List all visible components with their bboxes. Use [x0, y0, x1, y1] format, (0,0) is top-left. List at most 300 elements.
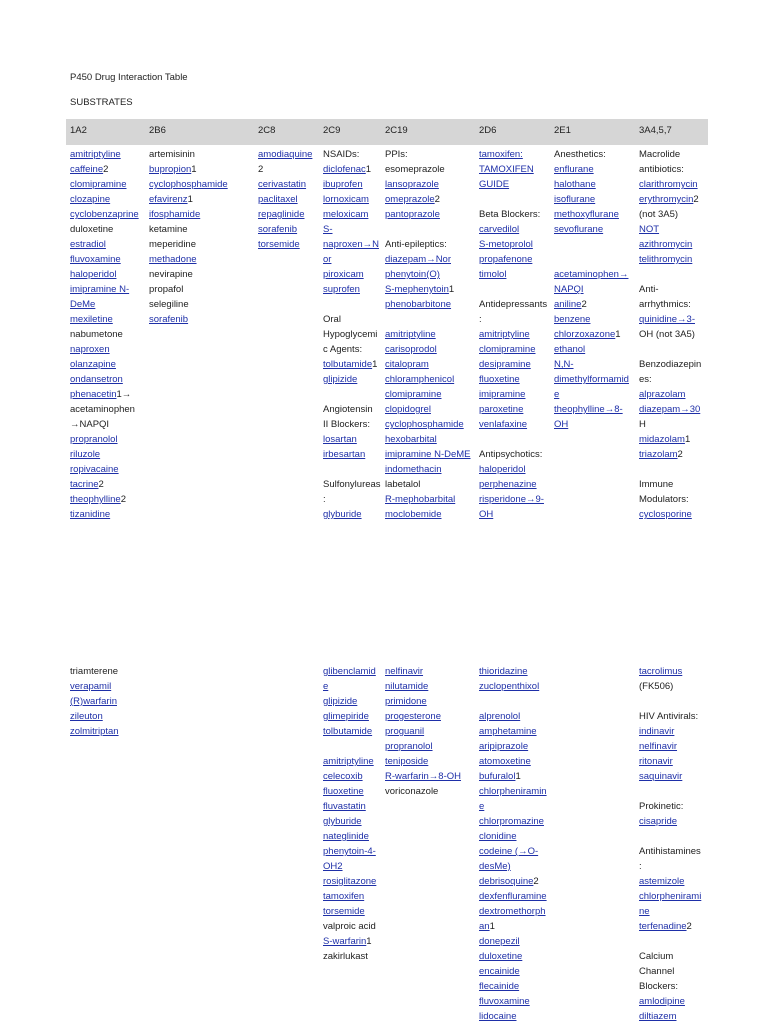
drug-entry — [70, 492, 139, 507]
drug-text: Anti-epileptics: — [385, 239, 447, 250]
drug-link[interactable]: dimethylformamid — [554, 374, 629, 385]
drug-link[interactable]: thioridazine — [479, 666, 528, 677]
drug-link[interactable]: mexiletine — [70, 314, 113, 325]
drug-entry — [70, 679, 119, 694]
drug-link[interactable]: e — [323, 681, 329, 692]
drug-entry — [323, 492, 381, 507]
drug-link[interactable]: caffeine — [70, 164, 104, 175]
drug-link[interactable]: carvedilol — [479, 224, 520, 235]
drug-link[interactable]: paclitaxel — [258, 194, 298, 205]
spacer — [639, 829, 701, 844]
drug-link[interactable]: theophylline→8- — [554, 404, 623, 415]
drug-link[interactable]: S-mephenytoin — [385, 284, 449, 295]
drug-link[interactable]: clopidogrel — [385, 404, 431, 415]
drug-entry — [479, 934, 547, 949]
drug-link[interactable]: astemizole — [639, 876, 685, 887]
drug-entry — [479, 252, 547, 267]
drug-link[interactable]: NAPQI — [554, 284, 584, 295]
drug-entry — [479, 462, 547, 477]
drug-entry — [385, 462, 471, 477]
drug-link[interactable]: ropivacaine — [70, 464, 119, 475]
drug-link[interactable]: carisoprodol — [385, 344, 437, 355]
drug-text: Channel — [639, 966, 675, 977]
drug-entry — [479, 784, 547, 799]
drug-link[interactable]: celecoxib — [323, 771, 363, 782]
drug-link[interactable]: aripiprazole — [479, 741, 529, 752]
drug-link[interactable]: citalopram — [385, 359, 429, 370]
drug-link[interactable]: clarithromycin — [639, 179, 698, 190]
drug-link[interactable]: haloperidol — [479, 464, 526, 475]
footnote-marker: 1 — [191, 164, 197, 175]
drug-link[interactable]: bupropion — [149, 164, 192, 175]
drug-entry — [323, 874, 376, 889]
drug-link[interactable]: fluvastatin — [323, 801, 366, 812]
drug-link[interactable]: diazepam→30 — [639, 404, 701, 415]
drug-link[interactable]: erythromycin — [639, 194, 694, 205]
drug-link[interactable]: irbesartan — [323, 449, 366, 460]
drug-entry — [258, 207, 312, 222]
drug-link[interactable]: ne — [639, 906, 650, 917]
drug-link[interactable]: zuclopenthixol — [479, 681, 540, 692]
drug-link[interactable]: DeMe — [70, 299, 96, 310]
drug-entry — [258, 192, 312, 207]
drug-link[interactable]: glibenclamid — [323, 666, 376, 677]
drug-link[interactable]: omeprazole — [385, 194, 435, 205]
drug-link[interactable]: midazolam — [639, 434, 685, 445]
drug-link[interactable]: bufuralol — [479, 771, 516, 782]
drug-entry — [70, 709, 119, 724]
drug-text: labetalol — [385, 479, 421, 490]
drug-entry — [323, 889, 376, 904]
drug-link[interactable]: torsemide — [258, 239, 300, 250]
drug-link[interactable]: amitriptyline — [323, 756, 374, 767]
drug-entry — [70, 694, 119, 709]
drug-link[interactable]: torsemide — [323, 906, 365, 917]
drug-entry — [385, 357, 471, 372]
drug-link[interactable]: glyburide — [323, 816, 362, 827]
drug-link[interactable]: fluoxetine — [479, 374, 520, 385]
drug-entry — [323, 402, 381, 417]
drug-link[interactable]: perphenazine — [479, 479, 537, 490]
drug-link[interactable]: duloxetine — [479, 951, 523, 962]
drug-entry — [323, 192, 381, 207]
drug-link[interactable]: NOT — [639, 224, 660, 235]
drug-link[interactable]: naproxen→N — [323, 239, 379, 250]
drug-link[interactable]: proguanil — [385, 726, 425, 737]
drug-text: II Blockers: — [323, 419, 370, 430]
drug-entry — [639, 814, 701, 829]
drug-entry — [323, 799, 376, 814]
drug-link[interactable]: alprazolam — [639, 389, 686, 400]
drug-entry — [554, 387, 629, 402]
drug-link[interactable]: risperidone→9- — [479, 494, 544, 505]
drug-link[interactable]: enflurane — [554, 164, 594, 175]
drug-entry — [639, 297, 701, 312]
drug-entry — [323, 222, 381, 237]
drug-link[interactable]: glipizide — [323, 374, 358, 385]
drug-link[interactable]: naproxen — [70, 344, 110, 355]
drug-link[interactable]: ritonavir — [639, 756, 673, 767]
drug-entry — [479, 477, 547, 492]
drug-entry — [479, 342, 547, 357]
drug-entry — [323, 904, 376, 919]
drug-link[interactable]: indinavir — [639, 726, 675, 737]
drug-link[interactable]: alprenolol — [479, 711, 521, 722]
drug-link[interactable]: diclofenac — [323, 164, 366, 175]
drug-entry — [70, 402, 139, 417]
drug-link[interactable]: hexobarbital — [385, 434, 437, 445]
drug-link[interactable]: fluoxetine — [323, 786, 364, 797]
drug-link[interactable]: phenytoin(O) — [385, 269, 440, 280]
drug-text: Immune — [639, 479, 674, 490]
drug-entry — [70, 342, 139, 357]
drug-link[interactable]: nelfinavir — [639, 741, 678, 752]
drug-entry — [385, 162, 471, 177]
drug-entry — [149, 267, 228, 282]
drug-text: →NAPQI — [70, 419, 110, 430]
drug-text: arrhythmics: — [639, 299, 691, 310]
drug-entry — [385, 769, 461, 784]
drug-link[interactable]: e — [554, 389, 560, 400]
drug-link[interactable]: flecainide — [479, 981, 520, 992]
drug-link[interactable]: (R)warfarin — [70, 696, 117, 707]
drug-entry — [323, 447, 381, 462]
drug-link[interactable]: paroxetine — [479, 404, 524, 415]
drug-entry — [323, 769, 376, 784]
drug-link[interactable]: clozapine — [70, 194, 111, 205]
drug-link[interactable]: verapamil — [70, 681, 112, 692]
drug-entry — [639, 402, 701, 417]
drug-link[interactable]: imipramine N-DeME — [385, 449, 471, 460]
drug-link[interactable]: GUIDE — [479, 179, 510, 190]
drug-link[interactable]: R-mephobarbital — [385, 494, 456, 505]
drug-link[interactable]: amitriptyline — [385, 329, 436, 340]
drug-link[interactable]: zileuton — [70, 711, 103, 722]
drug-entry — [385, 679, 461, 694]
drug-link[interactable]: desMe) — [479, 861, 511, 872]
drug-link[interactable]: debrisoquine — [479, 876, 534, 887]
drug-link[interactable]: chloramphenicol — [385, 374, 455, 385]
drug-entry — [639, 507, 701, 522]
drug-text: nevirapine — [149, 269, 193, 280]
drug-link[interactable]: saquinavir — [639, 771, 683, 782]
drug-link[interactable]: desipramine — [479, 359, 531, 370]
drug-link[interactable]: ethanol — [554, 344, 586, 355]
drug-link[interactable]: haloperidol — [70, 269, 117, 280]
drug-text: nabumetone — [70, 329, 123, 340]
drug-entry — [70, 207, 139, 222]
drug-link[interactable]: chlorphenirami — [639, 891, 702, 902]
drug-link[interactable]: cisapride — [639, 816, 678, 827]
drug-entry — [479, 859, 547, 874]
drug-link[interactable]: codeine (→O- — [479, 846, 539, 857]
drug-entry — [554, 297, 629, 312]
drug-link[interactable]: propafenone — [479, 254, 533, 265]
drug-link[interactable]: venlafaxine — [479, 419, 528, 430]
drug-link[interactable]: S-metoprolol — [479, 239, 533, 250]
drug-link[interactable]: chlorpheniramin — [479, 786, 547, 797]
drug-link[interactable]: sorafenib — [149, 314, 189, 325]
drug-link[interactable]: nateglinide — [323, 831, 369, 842]
drug-link[interactable]: tacrolimus — [639, 666, 683, 677]
drug-entry — [323, 342, 381, 357]
footnote-marker: 2 — [98, 479, 104, 490]
drug-link[interactable]: efavirenz — [149, 194, 188, 205]
drug-link[interactable]: cyclophosphamide — [385, 419, 464, 430]
drug-link[interactable]: donepezil — [479, 936, 520, 947]
drug-link[interactable]: tizanidine — [70, 509, 111, 520]
column-2d6 — [479, 147, 547, 522]
drug-entry — [639, 724, 701, 739]
drug-link[interactable]: theophylline — [70, 494, 121, 505]
drug-entry — [70, 147, 139, 162]
drug-link[interactable]: glimepiride — [323, 711, 369, 722]
drug-link[interactable]: e — [479, 801, 485, 812]
drug-link[interactable]: clonidine — [479, 831, 517, 842]
drug-entry — [639, 889, 701, 904]
page-title: P450 Drug Interaction Table — [70, 72, 188, 83]
drug-link[interactable]: olanzapine — [70, 359, 116, 370]
drug-text: ketamine — [149, 224, 188, 235]
drug-text: OH (not 3A5) — [639, 329, 695, 340]
drug-entry — [479, 994, 547, 1009]
drug-entry — [479, 874, 547, 889]
drug-entry — [70, 162, 139, 177]
drug-text: Macrolide — [639, 149, 681, 160]
column-2d6 — [479, 664, 547, 1024]
drug-link[interactable]: phenacetin — [70, 389, 117, 400]
drug-entry — [385, 252, 471, 267]
drug-text: esomeprazole — [385, 164, 445, 175]
drug-link[interactable]: sorafenib — [258, 224, 298, 235]
drug-link[interactable]: quinidine→3- — [639, 314, 695, 325]
drug-link[interactable]: zolmitriptan — [70, 726, 119, 737]
drug-link[interactable]: imipramine — [479, 389, 526, 400]
drug-link[interactable]: encainide — [479, 966, 520, 977]
drug-link[interactable]: OH2 — [323, 861, 343, 872]
drug-link[interactable]: triazolam — [639, 449, 678, 460]
drug-entry — [385, 507, 471, 522]
drug-entry — [479, 919, 547, 934]
drug-link[interactable]: atomoxetine — [479, 756, 531, 767]
drug-link[interactable]: tacrine — [70, 479, 99, 490]
drug-link[interactable]: azithromycin — [639, 239, 693, 250]
spacer — [385, 312, 471, 327]
drug-link[interactable]: terfenadine — [639, 921, 687, 932]
drug-link[interactable]: riluzole — [70, 449, 101, 460]
drug-entry — [639, 447, 701, 462]
drug-link[interactable]: amitriptyline — [70, 149, 121, 160]
drug-link[interactable]: progesterone — [385, 711, 441, 722]
drug-link[interactable]: phenytoin-4- — [323, 846, 376, 857]
drug-link[interactable]: fluvoxamine — [70, 254, 121, 265]
header-3a4-5-7: 3A4,5,7 — [639, 125, 672, 136]
drug-entry — [323, 709, 376, 724]
drug-text: Angiotensin — [323, 404, 373, 415]
drug-link[interactable]: ibuprofen — [323, 179, 363, 190]
drug-entry — [385, 447, 471, 462]
drug-link[interactable]: methoxyflurane — [554, 209, 619, 220]
drug-entry — [149, 252, 228, 267]
drug-link[interactable]: clomipramine — [70, 179, 127, 190]
drug-link[interactable]: nilutamide — [385, 681, 429, 692]
drug-link[interactable]: acetaminophen→ — [554, 269, 629, 280]
drug-link[interactable]: benzene — [554, 314, 591, 325]
drug-entry — [385, 327, 471, 342]
drug-link[interactable]: amlodipine — [639, 996, 685, 1007]
drug-link[interactable]: estradiol — [70, 239, 106, 250]
drug-link[interactable]: tamoxifen — [323, 891, 365, 902]
drug-entry — [70, 177, 139, 192]
drug-link[interactable]: tamoxifen: — [479, 149, 523, 160]
drug-link[interactable]: moclobemide — [385, 509, 442, 520]
drug-text: propafol — [149, 284, 184, 295]
drug-link[interactable]: cyclobenzaprine — [70, 209, 139, 220]
column-3a4-5-7 — [639, 147, 701, 522]
drug-link[interactable]: glipizide — [323, 696, 358, 707]
drug-entry — [385, 754, 461, 769]
drug-link[interactable]: N,N- — [554, 359, 574, 370]
drug-link[interactable]: cyclophosphamide — [149, 179, 228, 190]
drug-entry — [323, 417, 381, 432]
drug-link[interactable]: suprofen — [323, 284, 360, 295]
drug-link[interactable]: OH — [554, 419, 569, 430]
drug-text: : — [323, 494, 326, 505]
drug-link[interactable]: amphetamine — [479, 726, 537, 737]
drug-link[interactable]: rosiglitazone — [323, 876, 377, 887]
drug-link[interactable]: lornoxicam — [323, 194, 369, 205]
drug-entry — [479, 207, 547, 222]
drug-link[interactable]: meloxicam — [323, 209, 369, 220]
drug-link[interactable]: OH — [479, 509, 494, 520]
drug-entry — [149, 162, 228, 177]
drug-link[interactable]: TAMOXIFEN — [479, 164, 534, 175]
drug-entry — [323, 357, 381, 372]
drug-link[interactable]: isoflurane — [554, 194, 596, 205]
drug-link[interactable]: indomethacin — [385, 464, 442, 475]
drug-text: triamterene — [70, 666, 119, 677]
drug-link[interactable]: telithromycin — [639, 254, 693, 265]
drug-link[interactable]: losartan — [323, 434, 357, 445]
drug-link[interactable]: cyclosporine — [639, 509, 692, 520]
drug-link[interactable]: aniline — [554, 299, 582, 310]
drug-link[interactable]: propranolol — [70, 434, 118, 445]
drug-text: Benzodiazepin — [639, 359, 702, 370]
drug-link[interactable]: an — [479, 921, 490, 932]
drug-entry — [258, 237, 312, 252]
drug-entry — [639, 919, 701, 934]
drug-link[interactable]: dextromethorph — [479, 906, 546, 917]
drug-entry — [479, 949, 547, 964]
drug-link[interactable]: amitriptyline — [479, 329, 530, 340]
drug-entry — [70, 724, 119, 739]
drug-link[interactable]: nelfinavir — [385, 666, 424, 677]
drug-entry — [323, 372, 381, 387]
header-2d6: 2D6 — [479, 125, 497, 136]
drug-entry — [323, 162, 381, 177]
drug-entry — [479, 844, 547, 859]
drug-entry — [479, 1009, 547, 1024]
drug-text: Sulfonylureas — [323, 479, 381, 490]
drug-link[interactable]: S-warfarin — [323, 936, 367, 947]
drug-link[interactable]: sevoflurane — [554, 224, 604, 235]
drug-link[interactable]: piroxicam — [323, 269, 364, 280]
drug-link[interactable]: chlorpromazine — [479, 816, 544, 827]
drug-link[interactable]: propranolol — [385, 741, 433, 752]
drug-link[interactable]: chlorzoxazone — [554, 329, 616, 340]
drug-link[interactable]: fluvoxamine — [479, 996, 530, 1007]
drug-entry — [479, 979, 547, 994]
drug-entry — [479, 237, 547, 252]
drug-link[interactable]: diltiazem — [639, 1011, 677, 1022]
drug-entry — [70, 372, 139, 387]
drug-link[interactable]: phenobarbitone — [385, 299, 452, 310]
drug-entry — [554, 312, 629, 327]
drug-link[interactable]: primidone — [385, 696, 427, 707]
drug-link[interactable]: tolbutamide — [323, 726, 373, 737]
drug-link[interactable]: ondansetron — [70, 374, 123, 385]
drug-text: : — [639, 861, 642, 872]
header-2c8: 2C8 — [258, 125, 276, 136]
drug-text: Hypoglycemi — [323, 329, 378, 340]
drug-text: Prokinetic: — [639, 801, 684, 812]
column-2c8 — [258, 147, 312, 252]
drug-link[interactable]: cerivastatin — [258, 179, 307, 190]
drug-entry — [639, 754, 701, 769]
drug-link[interactable]: S- — [323, 224, 333, 235]
drug-link[interactable]: ifosphamide — [149, 209, 201, 220]
drug-link[interactable]: methadone — [149, 254, 197, 265]
drug-text: H — [639, 419, 646, 430]
drug-link[interactable]: lidocaine — [479, 1011, 517, 1022]
drug-link[interactable]: amodiaquine — [258, 149, 313, 160]
drug-entry — [554, 207, 629, 222]
footnote-marker: 1→ — [116, 389, 132, 400]
drug-entry — [70, 447, 139, 462]
drug-link[interactable]: or — [323, 254, 332, 265]
drug-entry — [70, 192, 139, 207]
drug-link[interactable]: dexfenfluramine — [479, 891, 547, 902]
drug-link[interactable]: clomipramine — [385, 389, 442, 400]
drug-link[interactable]: tolbutamide — [323, 359, 373, 370]
drug-entry — [639, 679, 701, 694]
drug-link[interactable]: timolol — [479, 269, 507, 280]
drug-link[interactable]: repaglinide — [258, 209, 305, 220]
drug-text: PPIs: — [385, 149, 408, 160]
drug-entry — [258, 222, 312, 237]
drug-link[interactable]: pantoprazole — [385, 209, 440, 220]
column-1a2 — [70, 147, 139, 522]
drug-link[interactable]: R-warfarin→8-OH — [385, 771, 462, 782]
drug-entry — [70, 267, 139, 282]
drug-entry — [639, 387, 701, 402]
drug-text: Beta Blockers: — [479, 209, 541, 220]
drug-entry — [479, 964, 547, 979]
drug-entry — [639, 207, 701, 222]
spacer — [479, 432, 547, 447]
drug-link[interactable]: diazepam→Nor — [385, 254, 451, 265]
drug-entry — [479, 769, 547, 784]
drug-link[interactable]: teniposide — [385, 756, 429, 767]
drug-link[interactable]: lansoprazole — [385, 179, 439, 190]
drug-link[interactable]: imipramine N- — [70, 284, 130, 295]
drug-link[interactable]: halothane — [554, 179, 596, 190]
drug-text: zakirlukast — [323, 951, 368, 962]
footnote-marker: 1 — [489, 921, 495, 932]
drug-entry — [639, 282, 701, 297]
drug-link[interactable]: glyburide — [323, 509, 362, 520]
drug-link[interactable]: clomipramine — [479, 344, 536, 355]
